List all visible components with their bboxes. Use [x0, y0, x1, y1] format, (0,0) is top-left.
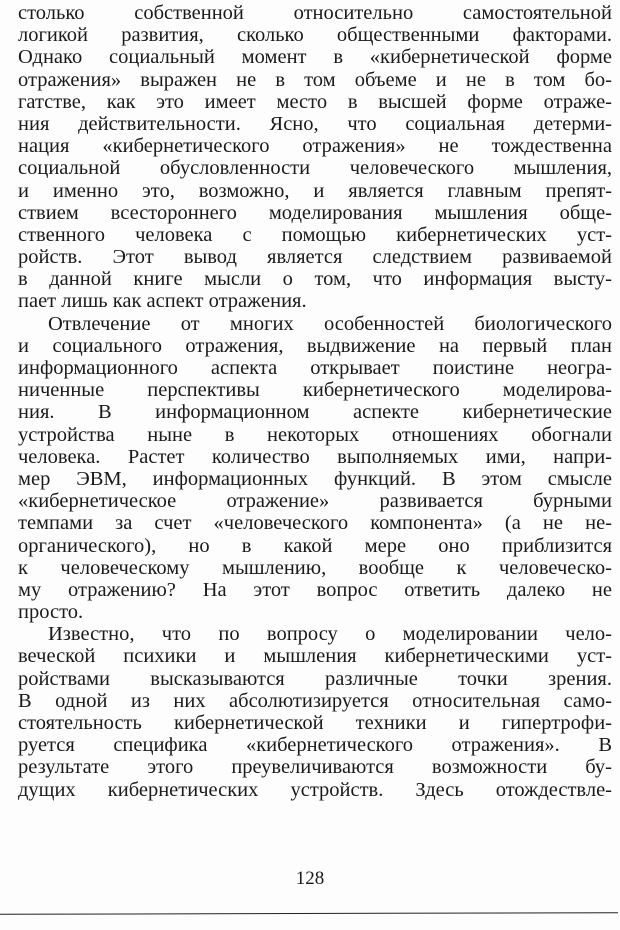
text-line: руется специфика «кибернетического отражения». В: [18, 734, 612, 757]
text-line: ниченные перспективы кибернетического моделирова-: [18, 379, 612, 402]
text-line: к человеческому мышлению, вообще к человеческо-: [18, 556, 612, 579]
text-line: устройства ныне в некоторых отношениях обогнали: [18, 423, 612, 446]
text-line: ственного человека с помощью кибернетических уст-: [18, 223, 612, 246]
text-line: ния. В информационном аспекте кибернетические: [18, 401, 612, 424]
text-line: ройствами высказываются различные точки зрения.: [18, 667, 612, 690]
text-line: В одной из них абсолютизируется относительная само-: [18, 689, 612, 712]
text-line: человека. Растет количество выполняемых ими, напри-: [18, 445, 612, 468]
text-line: Отвлечение от многих особенностей биологического: [48, 312, 612, 335]
text-line: социальной обусловленности человеческого мышления,: [18, 157, 612, 180]
text-line: логикой развития, сколько общественными факторами.: [18, 24, 612, 47]
text-line: в данной книге мысли о том, что информация высту-: [18, 268, 612, 291]
text-line: стоятельность кибернетической техники и гипертрофи-: [18, 712, 612, 734]
text-line: му отражению? На этот вопрос ответить далеко не: [18, 578, 612, 601]
text-line: столько собственной относительно самостоятельной: [18, 2, 612, 24]
text-line: темпами за счет «человеческого компонента» (а не не-: [18, 512, 612, 535]
text-line: результате этого преувеличиваются возможности бу-: [18, 756, 612, 779]
text-line: и социального отражения, выдвижение на первый план: [18, 334, 612, 357]
text-line: нация «кибернетического отражения» не тождественна: [18, 135, 612, 158]
text-line: ния действительности. Ясно, что социальная детерми-: [18, 112, 612, 135]
text-line: веческой психики и мышления кибернетическими уст-: [18, 645, 612, 668]
text-line: мер ЭВМ, информационных функций. В этом смысле: [18, 467, 612, 490]
text-line: просто.: [18, 601, 84, 624]
bottom-rule: [0, 912, 618, 915]
page-number: 128: [295, 868, 325, 889]
text-line: Однако социальный момент в «кибернетической форме: [18, 46, 612, 69]
text-line: и именно это, возможно, и является главным препят-: [18, 179, 612, 202]
text-line: ройств. Этот вывод является следствием развиваемой: [18, 246, 612, 269]
text-line: дущих кибернетических устройств. Здесь отождествле-: [18, 778, 612, 801]
text-line: отражения» выражен не в том объеме и не в том бо-: [18, 68, 612, 91]
text-line: информационного аспекта открывает поистине неогра-: [18, 357, 612, 379]
text-line: ствием всестороннего моделирования мышления обще-: [18, 201, 612, 224]
text-line: Известно, что по вопросу о моделировании чело-: [48, 623, 612, 646]
text-line: гатстве, как это имеет место в высшей форме отраже-: [18, 90, 612, 113]
text-line: пает лишь как аспект отражения.: [18, 290, 307, 313]
text-line: органического), но в какой мере оно приблизится: [18, 534, 612, 557]
text-line: «кибернетическое отражение» развивается бурными: [18, 490, 612, 513]
body-text: [18, 2, 612, 801]
